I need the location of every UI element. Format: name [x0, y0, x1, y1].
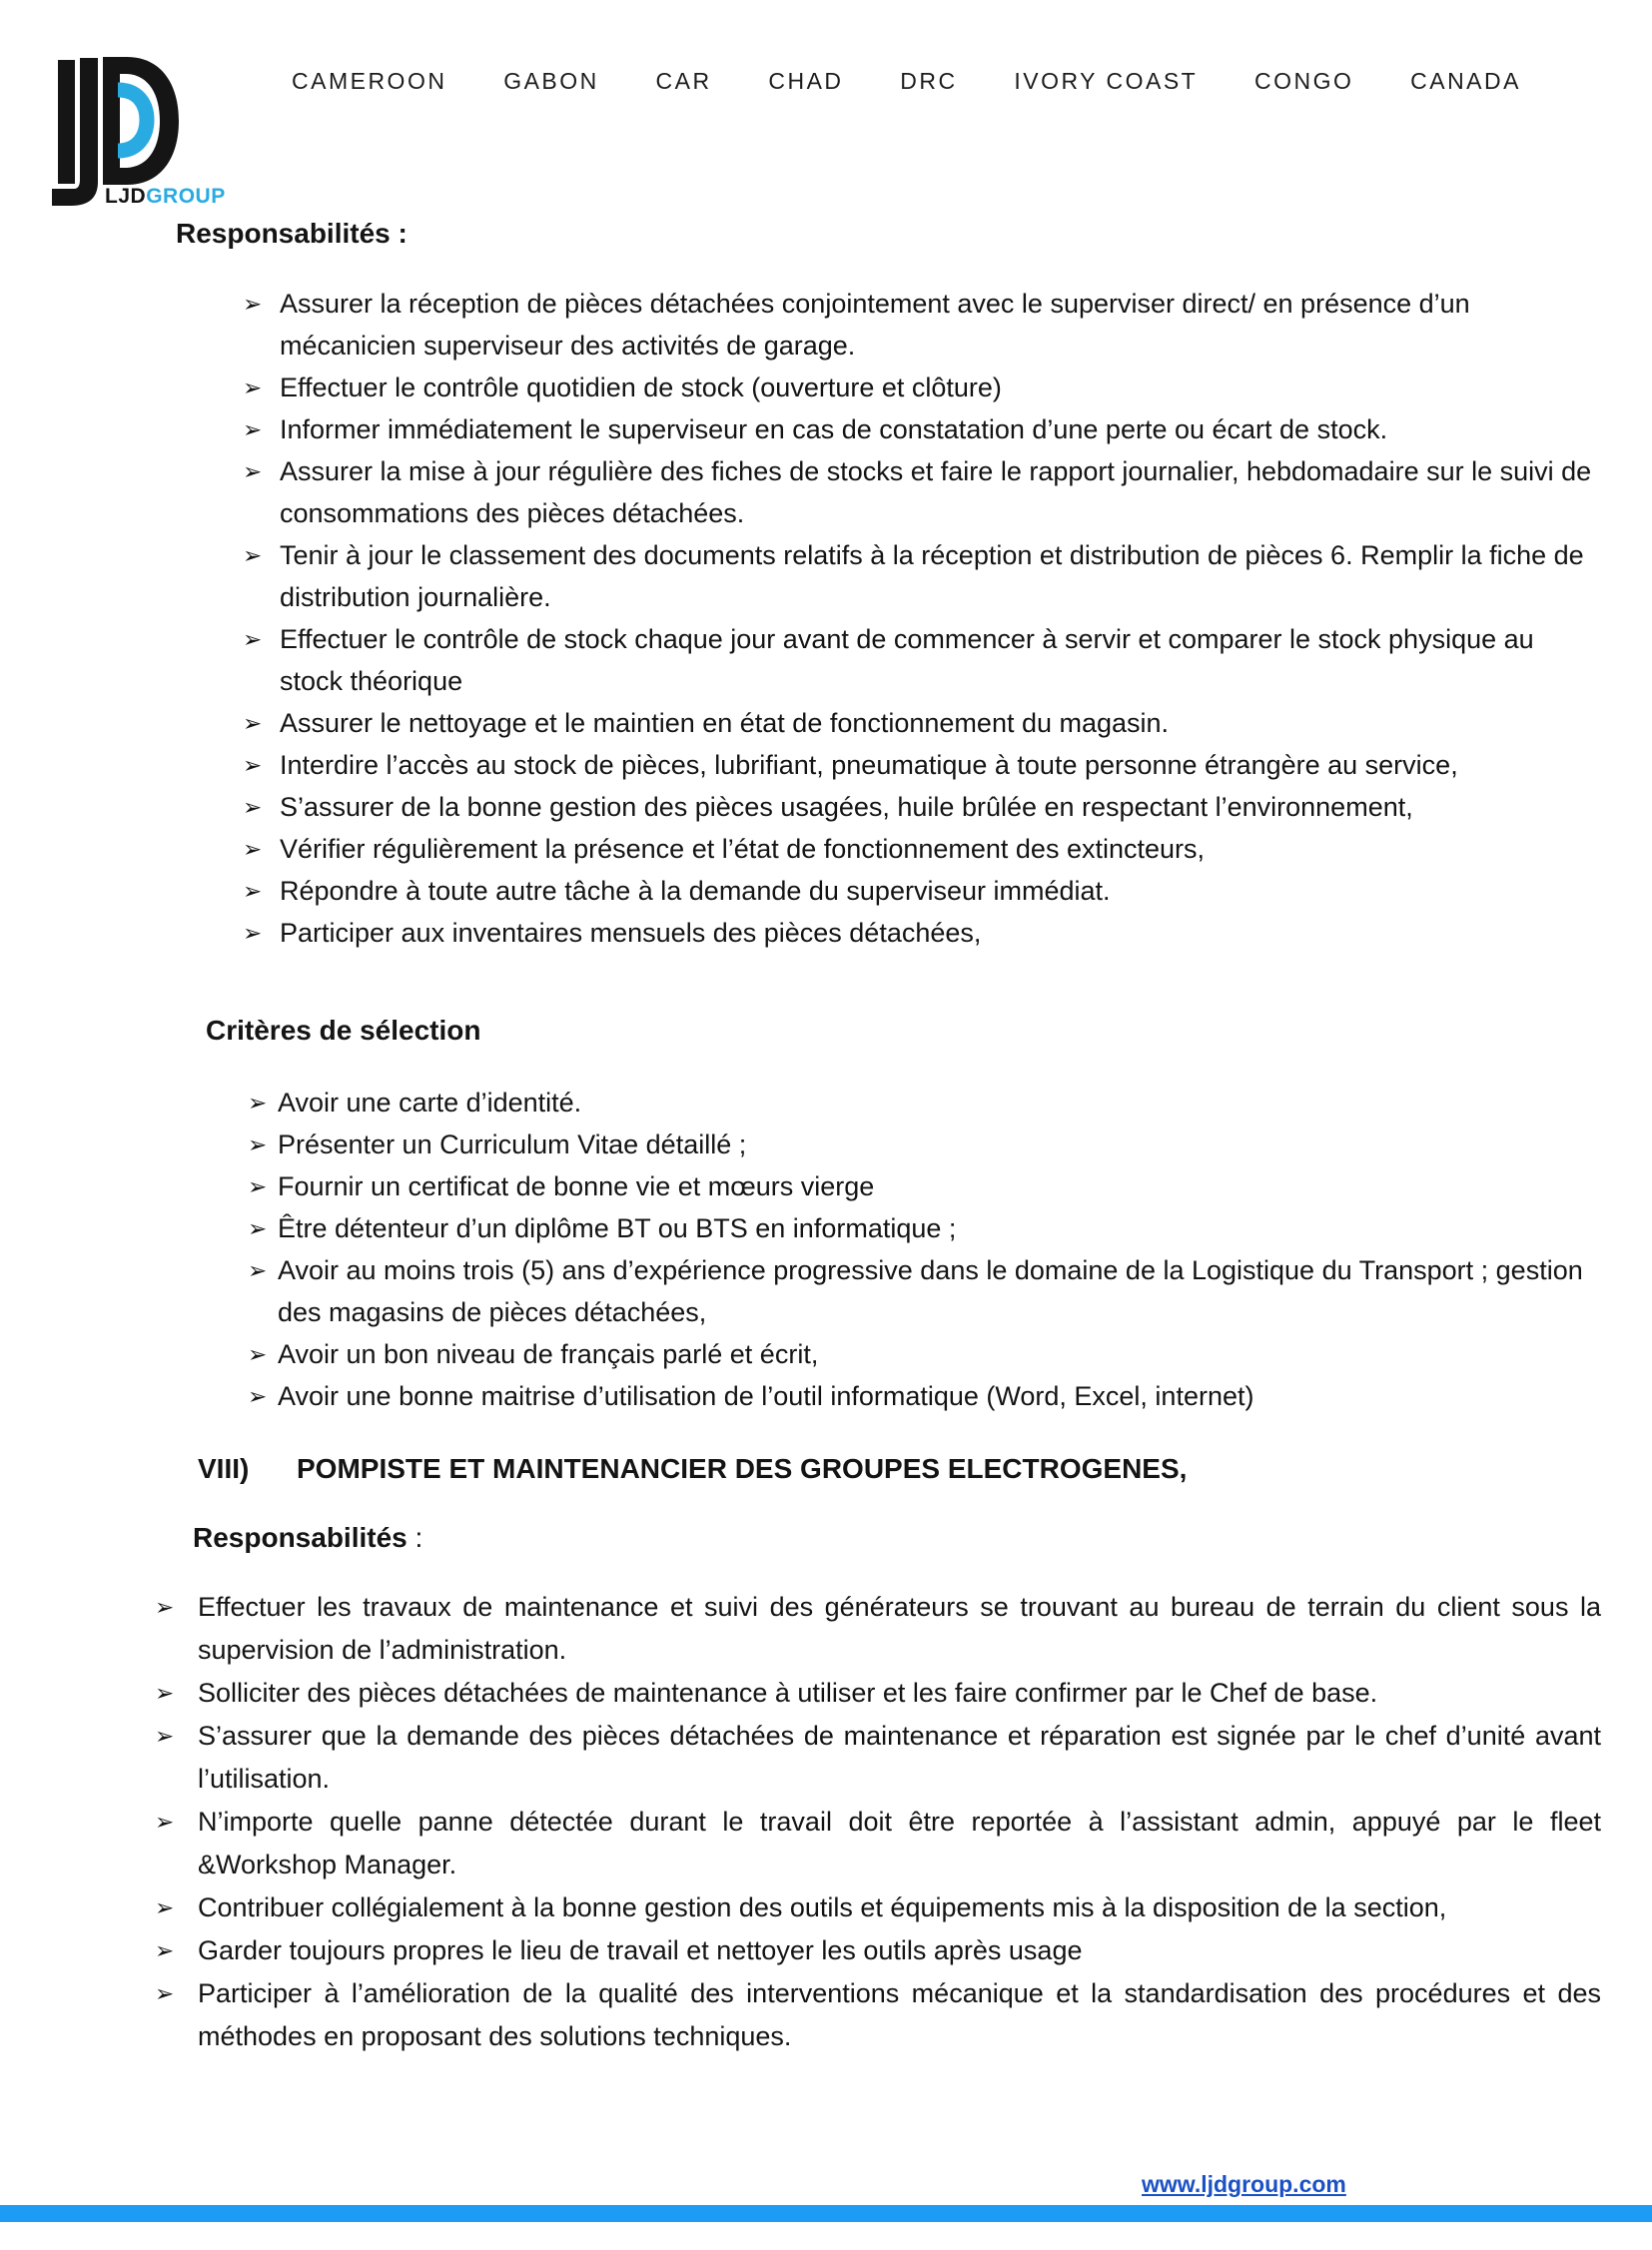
- footer-website-link[interactable]: www.ljdgroup.com: [1142, 2171, 1346, 2197]
- arrow-bullet-icon: ➢: [155, 1681, 175, 1707]
- list-item-text: Avoir un bon niveau de français parlé et écrit,: [278, 1339, 819, 1369]
- section-viii-title: POMPISTE ET MAINTENANCIER DES GROUPES ELECTROGENES,: [297, 1453, 1188, 1484]
- arrow-bullet-icon: ➢: [243, 417, 263, 443]
- list-item: [155, 1972, 1601, 2058]
- list-item-text: Effectuer le contrôle de stock chaque jour avant de commencer à servir et comparer le stock physique au stock théorique: [280, 624, 1534, 696]
- country-ivory-coast: IVORY COAST: [1014, 68, 1199, 94]
- arrow-bullet-icon: ➢: [248, 1342, 268, 1368]
- list-item: [248, 1375, 1601, 1417]
- list-item: [155, 1715, 1601, 1801]
- list-item: [248, 1124, 1601, 1165]
- arrow-bullet-icon: ➢: [248, 1384, 268, 1410]
- arrow-bullet-icon: ➢: [155, 1595, 175, 1621]
- list-item: [155, 1886, 1601, 1929]
- list-item-text: Assurer le nettoyage et le maintien en état de fonctionnement du magasin.: [280, 708, 1170, 738]
- responsibilities-1-heading: Responsabilités :: [176, 218, 408, 249]
- responsibilities-2-list: [155, 1586, 1601, 2058]
- logo-blue-arc: [118, 90, 147, 151]
- arrow-bullet-icon: ➢: [155, 1981, 175, 2007]
- responsibilities-1-list: [243, 283, 1601, 954]
- list-item: [155, 1801, 1601, 1886]
- list-item-text: S’assurer que la demande des pièces détachées de maintenance et réparation est signée par le chef d’unité avant l’utilisation.: [198, 1721, 1601, 1794]
- list-item: [248, 1249, 1601, 1333]
- list-item-text: Répondre à toute autre tâche à la demande du superviseur immédiat.: [280, 876, 1111, 906]
- list-item-text: Avoir une bonne maitrise d’utilisation de l’outil informatique (Word, Excel, internet): [278, 1381, 1254, 1411]
- list-item: [248, 1207, 1601, 1249]
- list-item-text: Avoir au moins trois (5) ans d’expérience progressive dans le domaine de la Logistique du Transport ; gestion des magasins de pièces détachées,: [278, 1255, 1583, 1327]
- arrow-bullet-icon: ➢: [243, 375, 263, 401]
- list-item-text: Interdire l’accès au stock de pièces, lubrifiant, pneumatique à toute personne étrangère au service,: [280, 750, 1458, 780]
- arrow-bullet-icon: ➢: [155, 1938, 175, 1964]
- list-item-text: Solliciter des pièces détachées de maintenance à utiliser et les faire confirmer par le Chef de base.: [198, 1678, 1378, 1708]
- list-item: [243, 283, 1601, 367]
- list-item: [243, 618, 1601, 702]
- section-viii-numeral: VIII): [198, 1453, 250, 1484]
- list-item: [243, 912, 1601, 954]
- arrow-bullet-icon: ➢: [243, 921, 263, 947]
- arrow-bullet-icon: ➢: [248, 1258, 268, 1284]
- responsibilities-2-heading: [193, 1522, 422, 1554]
- logo-wordmark-group: GROUP: [146, 185, 226, 208]
- arrow-bullet-icon: ➢: [248, 1216, 268, 1242]
- arrow-bullet-icon: ➢: [243, 292, 263, 318]
- country-canada: CANADA: [1410, 68, 1521, 94]
- arrow-bullet-icon: ➢: [243, 837, 263, 863]
- list-item-text: Vérifier régulièrement la présence et l’état de fonctionnement des extincteurs,: [280, 834, 1206, 864]
- list-item: [155, 1586, 1601, 1672]
- list-item: [243, 450, 1601, 534]
- list-item-text: Fournir un certificat de bonne vie et mœurs vierge: [278, 1171, 875, 1201]
- list-item-text: Tenir à jour le classement des documents relatifs à la réception et distribution de pièces 6. Remplir la fiche de distribution journalière.: [280, 540, 1584, 612]
- list-item-text: Présenter un Curriculum Vitae détaillé ;: [278, 1129, 747, 1159]
- list-item: [243, 870, 1601, 912]
- list-item: [243, 367, 1601, 408]
- arrow-bullet-icon: ➢: [248, 1132, 268, 1158]
- list-item: [248, 1082, 1601, 1124]
- country-car: CAR: [655, 68, 712, 94]
- country-drc: DRC: [900, 68, 958, 94]
- list-item: [248, 1165, 1601, 1207]
- footer-accent-bar: [0, 2205, 1652, 2222]
- arrow-bullet-icon: ➢: [155, 1895, 175, 1921]
- logo-wordmark-ljd: LJD: [105, 185, 147, 208]
- list-item: [155, 1672, 1601, 1715]
- list-item-text: Effectuer le contrôle quotidien de stock (ouverture et clôture): [280, 373, 1002, 402]
- list-item: [243, 534, 1601, 618]
- list-item-text: S’assurer de la bonne gestion des pièces usagées, huile brûlée en respectant l’environnement,: [280, 792, 1413, 822]
- list-item-text: N’importe quelle panne détectée durant le travail doit être reportée à l’assistant admin, appuyé par le fleet &Workshop Manager.: [198, 1807, 1601, 1879]
- responsibilities-2-heading-colon: :: [407, 1522, 423, 1553]
- list-item: [243, 408, 1601, 450]
- list-item: [155, 1929, 1601, 1972]
- arrow-bullet-icon: ➢: [248, 1091, 268, 1117]
- list-item: [243, 702, 1601, 744]
- country-gabon: GABON: [503, 68, 599, 94]
- arrow-bullet-icon: ➢: [243, 753, 263, 779]
- list-item-text: Effectuer les travaux de maintenance et suivi des générateurs se trouvant au bureau de terrain du client sous la supervision de l’administration.: [198, 1592, 1601, 1665]
- header-country-list: [292, 70, 1521, 93]
- country-chad: CHAD: [768, 68, 844, 94]
- arrow-bullet-icon: ➢: [243, 459, 263, 485]
- arrow-bullet-icon: ➢: [243, 879, 263, 905]
- list-item-text: Assurer la mise à jour régulière des fiches de stocks et faire le rapport journalier, hebdomadaire sur le suivi de consommations des pièces détachées.: [280, 456, 1592, 528]
- arrow-bullet-icon: ➢: [243, 627, 263, 653]
- arrow-bullet-icon: ➢: [248, 1174, 268, 1200]
- list-item: [243, 828, 1601, 870]
- list-item: [243, 786, 1601, 828]
- arrow-bullet-icon: ➢: [243, 543, 263, 569]
- arrow-bullet-icon: ➢: [155, 1810, 175, 1836]
- country-congo: CONGO: [1253, 68, 1354, 94]
- arrow-bullet-icon: ➢: [155, 1724, 175, 1750]
- list-item-text: Contribuer collégialement à la bonne gestion des outils et équipements mis à la disposition de la section,: [198, 1892, 1447, 1922]
- list-item-text: Être détenteur d’un diplôme BT ou BTS en informatique ;: [278, 1213, 957, 1243]
- list-item-text: Informer immédiatement le superviseur en cas de constatation d’une perte ou écart de stock.: [280, 414, 1388, 444]
- list-item: [248, 1333, 1601, 1375]
- country-cameroon: CAMEROON: [292, 68, 447, 94]
- list-item-text: Participer aux inventaires mensuels des pièces détachées,: [280, 918, 982, 948]
- selection-criteria-heading: Critères de sélection: [206, 1015, 481, 1046]
- list-item: [243, 744, 1601, 786]
- responsibilities-2-heading-word: Responsabilités: [193, 1522, 408, 1553]
- selection-criteria-list: [248, 1082, 1601, 1417]
- list-item-text: Avoir une carte d’identité.: [278, 1088, 582, 1118]
- arrow-bullet-icon: ➢: [243, 711, 263, 737]
- section-viii-heading: [198, 1453, 1187, 1485]
- list-item-text: Participer à l’amélioration de la qualité des interventions mécanique et la standardisation des procédures et des méthodes en proposant des solutions techniques.: [198, 1978, 1601, 2051]
- list-item-text: Assurer la réception de pièces détachées conjointement avec le superviser direct/ en présence d’un mécanicien superviseur des activités de garage.: [280, 289, 1470, 361]
- arrow-bullet-icon: ➢: [243, 795, 263, 821]
- list-item-text: Garder toujours propres le lieu de travail et nettoyer les outils après usage: [198, 1935, 1083, 1965]
- logo-wordmark: [105, 185, 226, 209]
